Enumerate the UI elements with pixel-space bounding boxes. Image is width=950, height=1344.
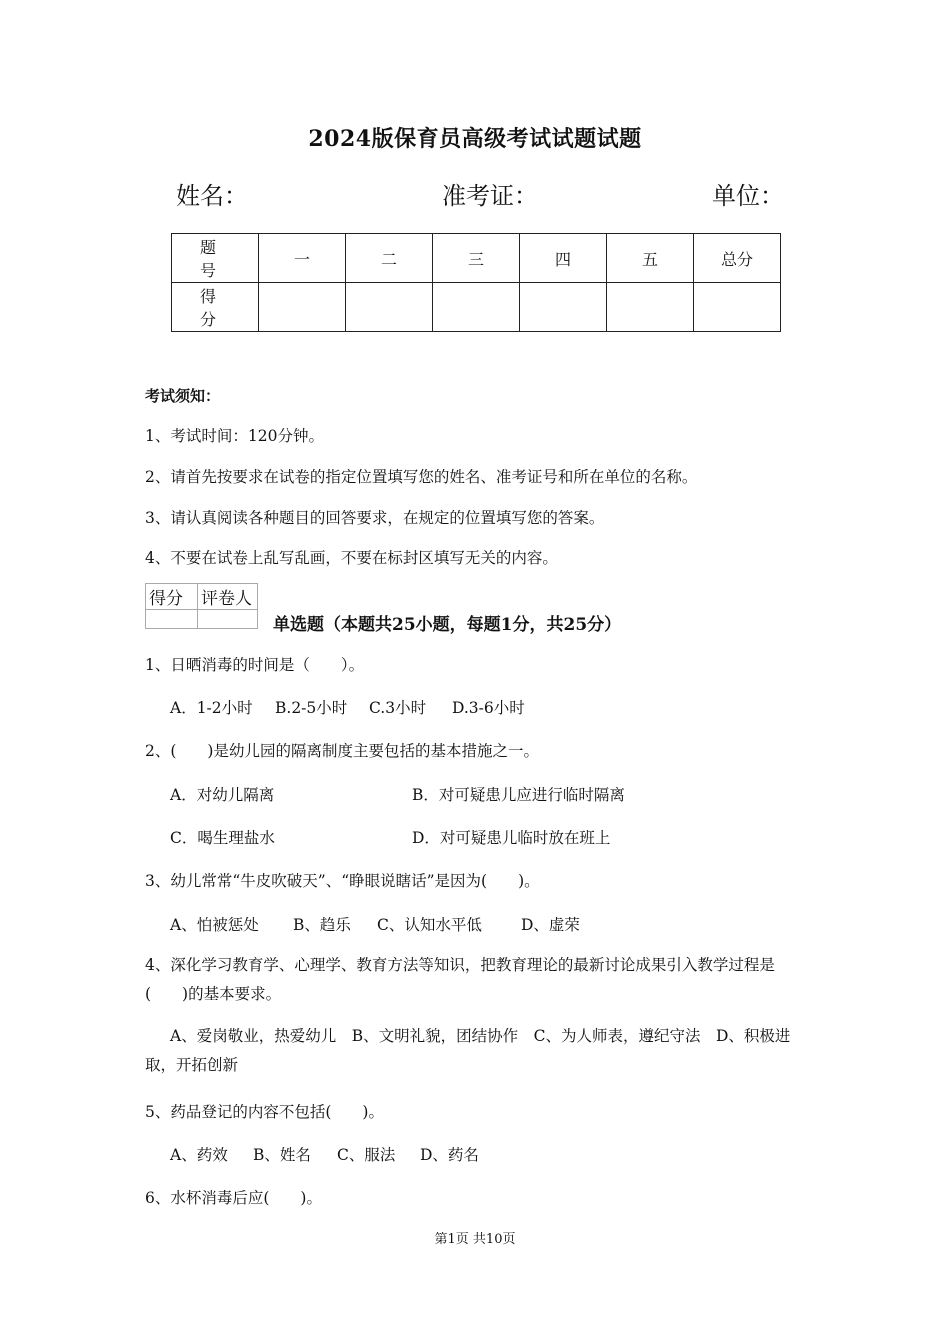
page-footer: 第1页 共10页: [434, 1232, 516, 1247]
option: A、怕被惩处: [170, 916, 259, 934]
option: B、姓名: [253, 1146, 311, 1164]
score-input-cell[interactable]: [433, 283, 520, 332]
score-row-label: 得 分: [172, 283, 259, 332]
option: D.3-6小时: [452, 699, 525, 717]
grader-score-label: 得分: [146, 584, 198, 610]
option: D．对可疑患儿临时放在班上: [412, 829, 611, 847]
score-input-cell[interactable]: [607, 283, 694, 332]
option: B．对可疑患儿应进行临时隔离: [412, 786, 625, 804]
option: A．对幼儿隔离: [170, 786, 275, 804]
option: A、药效: [170, 1146, 228, 1164]
question-stem: 4、深化学习教育学、心理学、教育方法等知识，把教育理论的最新讨论成果引入教学过程是( )的基本要求。: [145, 956, 775, 1003]
option: A．1-2小时: [170, 699, 253, 717]
score-header-cell: 题 号: [172, 234, 259, 283]
question-stem: 3、幼儿常常“牛皮吹破天”、“睁眼说瞎话”是因为( )。: [145, 872, 540, 890]
section-title: 单选题（本题共25小题，每题1分，共25分）: [273, 615, 622, 635]
option: B.2-5小时: [275, 699, 348, 717]
question-stem: 5、药品登记的内容不包括( )。: [145, 1103, 384, 1121]
grader-name-cell[interactable]: [198, 610, 258, 629]
option: C.3小时: [369, 699, 427, 717]
option: B、趋乐: [293, 916, 351, 934]
score-table: [171, 233, 781, 332]
option: C．喝生理盐水: [170, 829, 275, 847]
options-text: A、爱岗敬业，热爱幼儿 B、文明礼貌，团结协作 C、为人师表，遵纪守法 D、积极进取，开拓创新: [145, 1027, 791, 1074]
score-input-cell[interactable]: [520, 283, 607, 332]
score-table-score-row: [172, 283, 781, 332]
score-input-cell[interactable]: [346, 283, 433, 332]
notice-item: 1、考试时间：120分钟。: [145, 427, 324, 445]
question-stem: 1、日晒消毒的时间是（ ）。: [145, 656, 365, 674]
page-title: 2024版保育员高级考试试题试题: [308, 126, 642, 152]
option: C、服法: [337, 1146, 396, 1164]
score-header-cell: 三: [433, 234, 520, 283]
grader-name-label: 评卷人: [198, 584, 258, 610]
score-header-cell: 总分: [694, 234, 781, 283]
notice-heading: 考试须知：: [145, 387, 221, 405]
grader-box: [145, 583, 258, 629]
score-header-cell: 四: [520, 234, 607, 283]
question-stem: 6、水杯消毒后应( )。: [145, 1189, 322, 1207]
notice-item: 3、请认真阅读各种题目的回答要求，在规定的位置填写您的答案。: [145, 509, 605, 527]
option: D、虚荣: [521, 916, 580, 934]
exam-id-label: 准考证：: [442, 182, 538, 210]
score-header-cell: 五: [607, 234, 694, 283]
option: D、药名: [420, 1146, 479, 1164]
score-header-cell: 一: [259, 234, 346, 283]
score-header-cell: 二: [346, 234, 433, 283]
notice-item: 2、请首先按要求在试卷的指定位置填写您的姓名、准考证号和所在单位的名称。: [145, 468, 698, 486]
score-input-cell[interactable]: [694, 283, 781, 332]
unit-label: 单位：: [712, 182, 784, 210]
name-label: 姓名：: [176, 182, 248, 210]
score-table-header-row: [172, 234, 781, 283]
question-stem: 2、( )是幼儿园的隔离制度主要包括的基本措施之一。: [145, 742, 539, 760]
notice-item: 4、不要在试卷上乱写乱画，不要在标封区填写无关的内容。: [145, 549, 558, 567]
grader-score-cell[interactable]: [146, 610, 198, 629]
option: C、认知水平低: [377, 916, 482, 934]
score-input-cell[interactable]: [259, 283, 346, 332]
